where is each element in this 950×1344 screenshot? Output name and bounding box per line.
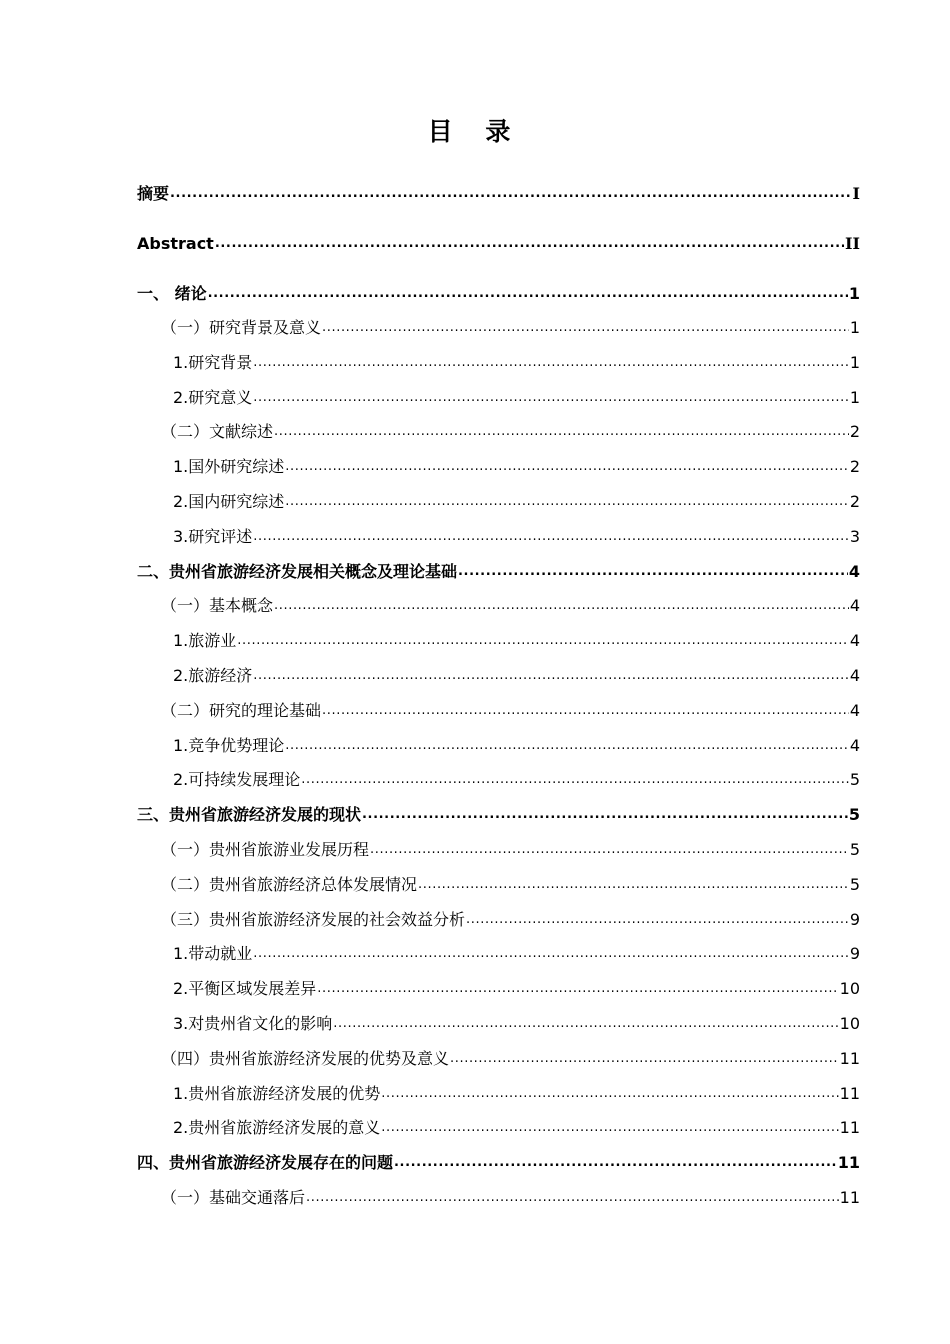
toc-page-number: 11 bbox=[839, 1083, 860, 1103]
toc-entry[interactable] bbox=[137, 1147, 860, 1173]
toc-page-number: 4 bbox=[848, 561, 860, 581]
toc-entry[interactable] bbox=[137, 451, 860, 477]
dot-leader bbox=[450, 1049, 839, 1069]
toc-entry[interactable] bbox=[137, 764, 860, 790]
dot-leader bbox=[253, 666, 849, 686]
dot-leader bbox=[370, 840, 849, 860]
toc-page-number: 10 bbox=[839, 979, 860, 999]
dot-leader bbox=[274, 422, 849, 442]
dot-leader bbox=[466, 910, 849, 930]
toc-title: 目 录 bbox=[427, 117, 523, 146]
dot-leader bbox=[362, 805, 848, 825]
toc-entry-label: （二）文献综述 bbox=[161, 422, 274, 442]
toc-entry-label: 2.可持续发展理论 bbox=[173, 770, 301, 790]
toc-page-number: 1 bbox=[849, 387, 860, 407]
toc-page-number: 3 bbox=[849, 526, 860, 546]
toc-page-number: 4 bbox=[849, 666, 860, 685]
dot-leader bbox=[237, 631, 849, 651]
toc-entry[interactable] bbox=[137, 347, 860, 373]
dot-leader bbox=[285, 736, 849, 756]
dot-leader bbox=[253, 944, 849, 964]
toc-entry-label: 1.国外研究综述 bbox=[173, 457, 285, 477]
dot-leader bbox=[253, 353, 849, 373]
toc-page-number: 9 bbox=[849, 944, 860, 964]
toc-entry-label: 1.旅游业 bbox=[173, 631, 237, 651]
toc-page-number: 11 bbox=[839, 1118, 860, 1138]
toc-entry-label: 二、贵州省旅游经济发展相关概念及理论基础 bbox=[137, 561, 458, 581]
dot-leader bbox=[381, 1084, 838, 1104]
toc-entry[interactable] bbox=[137, 799, 860, 825]
toc-entry[interactable] bbox=[137, 521, 860, 547]
toc-entry[interactable] bbox=[137, 278, 860, 304]
toc-entry[interactable] bbox=[137, 1182, 860, 1208]
toc-page-number: 2 bbox=[849, 422, 860, 442]
toc-entry-label: 2.平衡区域发展差异 bbox=[173, 979, 317, 999]
toc-entry[interactable] bbox=[137, 590, 860, 616]
toc-page-number: 1 bbox=[848, 284, 860, 303]
dot-leader bbox=[458, 562, 848, 582]
toc-entry[interactable] bbox=[137, 1043, 860, 1069]
toc-page-number: 1 bbox=[849, 318, 860, 337]
toc-page-number: 2 bbox=[849, 492, 860, 511]
toc-page-number: 5 bbox=[849, 770, 860, 790]
toc-entry-label: 四、贵州省旅游经济发展存在的问题 bbox=[137, 1153, 394, 1173]
toc-entry-label: （二）研究的理论基础 bbox=[161, 700, 322, 720]
toc-entry-label: 2.国内研究综述 bbox=[173, 492, 285, 511]
toc-entry[interactable] bbox=[137, 834, 860, 860]
dot-leader bbox=[306, 1188, 839, 1208]
toc-page-number: 5 bbox=[849, 840, 860, 859]
toc-page-number: 5 bbox=[848, 805, 860, 825]
toc-entry-label: 1.贵州省旅游经济发展的优势 bbox=[173, 1083, 381, 1103]
toc-entry[interactable] bbox=[137, 869, 860, 895]
dot-leader bbox=[253, 527, 849, 547]
toc-entry-label: （一）贵州省旅游业发展历程 bbox=[161, 840, 370, 859]
toc-entry[interactable] bbox=[137, 228, 860, 254]
toc-entry-label: Abstract bbox=[137, 234, 214, 253]
toc-entry[interactable] bbox=[137, 938, 860, 964]
toc-entry-label: 1.带动就业 bbox=[173, 944, 253, 964]
dot-leader bbox=[333, 1014, 838, 1034]
toc-page-number: 11 bbox=[837, 1153, 860, 1173]
toc-page-number: 11 bbox=[839, 1048, 860, 1068]
toc-entry[interactable] bbox=[137, 178, 860, 204]
toc-entry-label: 3.对贵州省文化的影响 bbox=[173, 1014, 333, 1033]
toc-entry-label: （四）贵州省旅游经济发展的优势及意义 bbox=[161, 1048, 450, 1068]
toc-page-number: 4 bbox=[849, 735, 860, 755]
toc-entry[interactable] bbox=[137, 556, 860, 582]
dot-leader bbox=[215, 234, 844, 254]
dot-leader bbox=[253, 388, 849, 408]
toc-entry-label: （一）研究背景及意义 bbox=[161, 318, 322, 337]
toc-entry-label: 一、 绪论 bbox=[137, 284, 207, 303]
toc-entry[interactable] bbox=[137, 973, 860, 999]
toc-page-number: 5 bbox=[849, 874, 860, 894]
toc-entry[interactable] bbox=[137, 695, 860, 721]
toc-page-number: 4 bbox=[849, 596, 860, 616]
toc-entry[interactable] bbox=[137, 1008, 860, 1034]
toc-entry-label: 3.研究评述 bbox=[173, 526, 253, 546]
dot-leader bbox=[322, 701, 849, 721]
toc-page-number: 4 bbox=[849, 631, 860, 651]
toc-page-number: 11 bbox=[839, 1188, 860, 1207]
toc-entry-label: （一）基本概念 bbox=[161, 596, 274, 616]
toc-page-number: 9 bbox=[849, 909, 860, 929]
toc-entry[interactable] bbox=[137, 625, 860, 651]
dot-leader bbox=[394, 1153, 837, 1173]
dot-leader bbox=[418, 875, 849, 895]
dot-leader bbox=[285, 457, 849, 477]
toc-entry-label: 摘要 bbox=[137, 184, 170, 203]
toc-page-number: 4 bbox=[849, 700, 860, 720]
dot-leader bbox=[322, 318, 849, 338]
toc-entry[interactable] bbox=[137, 382, 860, 408]
toc-entry-label: （三）贵州省旅游经济发展的社会效益分析 bbox=[161, 909, 466, 929]
toc-entry[interactable] bbox=[137, 1112, 860, 1138]
toc-entry-label: 1.竞争优势理论 bbox=[173, 735, 285, 755]
toc-page-number: I bbox=[852, 184, 860, 203]
dot-leader bbox=[285, 492, 849, 512]
toc-entry[interactable] bbox=[137, 312, 860, 338]
toc-entry[interactable] bbox=[137, 1078, 860, 1104]
dot-leader bbox=[301, 770, 849, 790]
dot-leader bbox=[170, 184, 852, 204]
dot-leader bbox=[274, 596, 849, 616]
dot-leader bbox=[317, 979, 838, 999]
toc-page-number: 2 bbox=[849, 457, 860, 477]
toc-entry[interactable] bbox=[137, 660, 860, 686]
toc-entry[interactable] bbox=[137, 486, 860, 512]
toc-entry-label: （一）基础交通落后 bbox=[161, 1188, 306, 1207]
toc-entry-label: 1.研究背景 bbox=[173, 352, 253, 372]
toc-entry-label: 三、贵州省旅游经济发展的现状 bbox=[137, 805, 362, 825]
toc-entry[interactable] bbox=[137, 416, 860, 442]
toc-page-number: II bbox=[845, 234, 860, 253]
toc-page-number: 1 bbox=[849, 352, 860, 372]
toc-entry-label: 2.贵州省旅游经济发展的意义 bbox=[173, 1118, 381, 1138]
toc-entry-label: 2.研究意义 bbox=[173, 387, 253, 407]
toc-entry[interactable] bbox=[137, 730, 860, 756]
toc-entry-label: （二）贵州省旅游经济总体发展情况 bbox=[161, 874, 418, 894]
toc-entry[interactable] bbox=[137, 904, 860, 930]
dot-leader bbox=[208, 284, 848, 304]
toc-page-number: 10 bbox=[839, 1014, 860, 1033]
dot-leader bbox=[381, 1118, 838, 1138]
toc-entry-label: 2.旅游经济 bbox=[173, 666, 253, 685]
